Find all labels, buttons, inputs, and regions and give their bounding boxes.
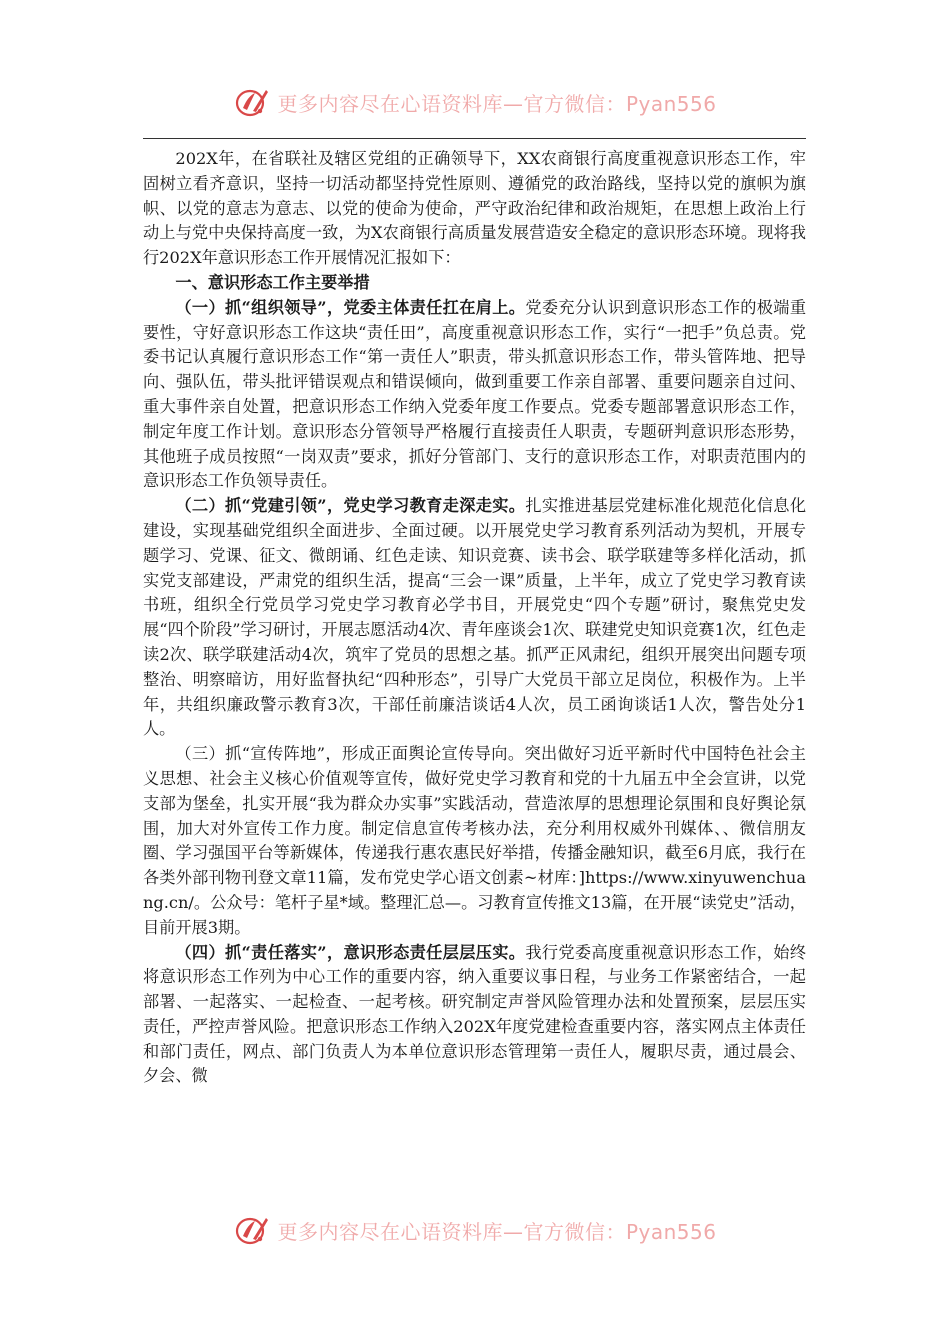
paragraph-lead: （四）抓“责任落实”，意识形态责任层层压实。: [175, 942, 526, 962]
paragraph-body: 党委充分认识到意识形态工作的极端重要性，守好意识形态工作这块“责任田”，高度重视意识形态工作，实行“一把手”负总责。党委书记认真履行意识形态工作“第一责任人”职责，带头抓意识形态工作，带头管阵地、把导向、强队伍，带头批评错误观点和错误倾向，做到重要工作亲自部署、重要问题亲自过问、重大事件亲自处置，把意识形态工作纳入党委年度工作要点。党委专题部署意识形态工作，制定年度工作计划。意识形态分管领导严格履行直接责任人职责，专题研判意识形态形势，其他班子成员按照“一岗双责”要求，抓好分管部门、支行的意识形态工作，对职责范围内的意识形态工作负领导责任。: [143, 297, 807, 491]
watermark-text: 更多内容尽在心语资料库—官方微信：Pyan556: [277, 91, 717, 116]
paragraph-org-leadership: [143, 296, 806, 494]
paragraph-party-building: [143, 494, 806, 742]
paragraph-body: 我行党委高度重视意识形态工作，始终将意识形态工作列为中心工作的重要内容，纳入重要议事日程，与业务工作紧密结合，一起部署、一起落实、一起检查、一起考核。研究制定声誉风险管理办法和处置预案，层层压实责任，严控声誉风险。把意识形态工作纳入202X年度党建检查重要内容，落实网点主体责任和部门责任，网点、部门负责人为本单位意识形态管理第一责任人，履职尽责，通过晨会、夕会、微: [143, 942, 807, 1086]
watermark-logo-icon: [233, 1212, 273, 1248]
paragraph-responsibility: [143, 941, 806, 1090]
watermark-logo-icon: [233, 84, 273, 120]
document-body: [143, 147, 806, 1089]
intro-paragraph: 202X年，在省联社及辖区党组的正确领导下，XX农商银行高度重视意识形态工作，牢固树立看齐意识，坚持一切活动都坚持党性原则、遵循党的政治路线，坚持以党的旗帜为旗帜、以党的意志为意志、以党的使命为使命，严守政治纪律和政治规矩，在思想上政治上行动上与党中央保持高度一致，为X农商银行高质量发展营造安全稳定的意识形态环境。现将我行202X年意识形态工作开展情况汇报如下：: [143, 149, 806, 268]
section-heading: 一、意识形态工作主要举措: [175, 272, 370, 292]
footer-watermark: [0, 1210, 950, 1250]
watermark-text: 更多内容尽在心语资料库—官方微信：Pyan556: [277, 1219, 717, 1244]
paragraph-body: 扎实推进基层党建标准化规范化信息化建设，实现基础党组织全面进步、全面过硬。以开展党史学习教育系列活动为契机，开展专题学习、党课、征文、微朗诵、红色走读、知识竞赛、读书会、联学联建等多样化活动，抓实党支部建设，严肃党的组织生活，提高“三会一课”质量，上半年，成立了党史学习教育读书班，组织全行党员学习党史学习教育必学书目，开展党史“四个专题”研讨，聚焦党史发展“四个阶段”学习研讨，开展志愿活动4次、青年座谈会1次、联建党史知识竞赛1次，红色走读2次、联学联建活动4次，筑牢了党员的思想之基。抓严正风肃纪，组织开展突出问题专项整治、明察暗访，用好监督执纪“四种形态”，引导广大党员干部立足岗位，积极作为。上半年，共组织廉政警示教育3次，干部任前廉洁谈话4人次，员工函询谈话1人次，警告处分1人。: [143, 496, 807, 739]
paragraph-publicity: （三）抓“宣传阵地”，形成正面舆论宣传导向。突出做好习近平新时代中国特色社会主义思想、社会主义核心价值观等宣传，做好党史学习教育和党的十九届五中全会宣讲，以党支部为堡垒，扎实开展“我为群众办实事”实践活动，营造浓厚的思想理论氛围和良好舆论氛围，加大对外宣传工作力度。制定信息宣传考核办法，充分利用权威外刊媒体、、微信朋友圈、学习强国平台等新媒体，传递我行惠农惠民好举措，传播金融知识，截至6月底，我行在各类外部刊物刊登文章11篇，发布党史学心语文创素~材库：]https://www.xinyuwenchuang.cn/。公众号：笔杆子星*域。整理汇总—。习教育宣传推文13篇，在开展“读党史”活动，目前开展3期。: [143, 744, 806, 937]
paragraph-lead: （一）抓“组织领导”，党委主体责任扛在肩上。: [175, 297, 526, 317]
header-divider: [143, 138, 806, 139]
header-watermark: [0, 82, 950, 122]
paragraph-lead: （二）抓“党建引领”，党史学习教育走深走实。: [175, 496, 526, 516]
